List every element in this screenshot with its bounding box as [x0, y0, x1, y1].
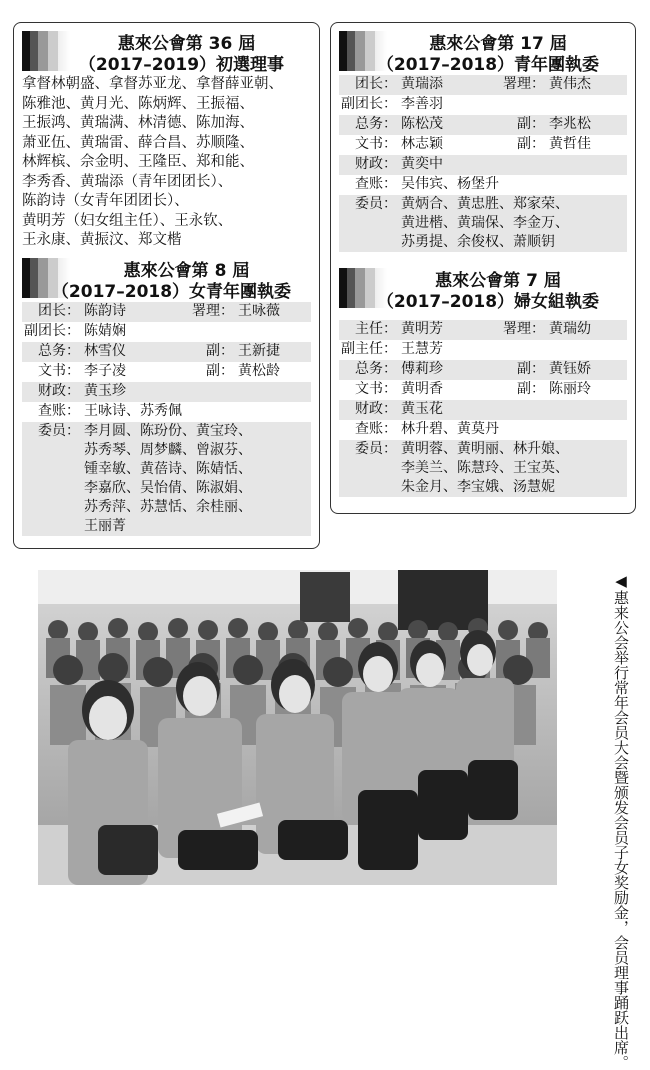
role-row [339, 175, 627, 195]
role-label: 副： [206, 343, 234, 359]
role-label: 财政： [38, 383, 80, 399]
role-value: 黄瑞添 [401, 76, 443, 92]
role-label: 副： [517, 136, 545, 152]
board-members-box [13, 22, 320, 258]
womens-committee-box [330, 260, 636, 514]
role-row [339, 75, 627, 95]
role-value: 黄玉珍 [84, 383, 126, 399]
role-label: 署理： [192, 303, 234, 319]
role-row [339, 195, 627, 252]
role-value: 林雪仪 [84, 343, 126, 359]
role-label: 副： [517, 116, 545, 132]
role-label: 署理： [503, 76, 545, 92]
role-label: 副主任： [341, 341, 397, 357]
box-title: 惠來公會第 17 屆 [429, 34, 567, 54]
womens-youth-committee-box [13, 250, 320, 549]
box-header [14, 250, 319, 300]
role-row [22, 342, 311, 362]
role-value: 李兆松 [549, 116, 591, 132]
role-label: 副团长： [341, 96, 397, 112]
role-value: 傅莉珍 [401, 361, 443, 377]
role-value: 王新捷 [238, 343, 280, 359]
role-label: 团长： [355, 76, 397, 92]
role-row [339, 135, 627, 155]
member-line: 黄进楷、黄瑞保、李金万、 [401, 215, 569, 231]
role-label: 委员： [355, 196, 397, 212]
member-line: 李月圆、陈玢份、黄宝玲、 [84, 423, 252, 439]
role-row [339, 95, 627, 115]
role-row [22, 362, 311, 382]
role-value: 陈松茂 [401, 116, 443, 132]
role-label: 文书： [355, 136, 397, 152]
role-label: 委员： [355, 441, 397, 457]
role-value: 林志颖 [401, 136, 443, 152]
member-list [397, 195, 569, 252]
role-label: 团长： [38, 303, 80, 319]
role-row [22, 322, 311, 342]
role-label: 财政： [355, 401, 397, 417]
role-row [22, 422, 311, 536]
role-value: 黄瑞幼 [549, 321, 591, 337]
member-list [80, 422, 252, 536]
role-value: 吴伟宾、杨堡升 [401, 176, 499, 192]
role-label: 总务： [355, 116, 397, 132]
member-line: 苏勇提、余俊权、萧顺钥 [401, 234, 555, 250]
meeting-photo-illustration [38, 570, 557, 885]
role-value: 李子凌 [84, 363, 126, 379]
box-subtitle: （2017–2018）婦女組執委 [376, 292, 600, 312]
role-row [339, 320, 627, 340]
role-value: 陈韵诗 [84, 303, 126, 319]
role-label: 副团长： [24, 323, 80, 339]
member-line: 黄炳合、黄忠胜、郑家荣、 [401, 196, 569, 212]
role-label: 副： [517, 381, 545, 397]
photo-caption: ◀惠来公会举行常年会员大会暨颁发会员子女奖励金，会员理事踊跃出席。 [612, 572, 630, 1070]
member-line: 锺幸敏、黄蓓诗、陈婧恬、 [84, 461, 252, 477]
role-value: 黄玉花 [401, 401, 443, 417]
box-header [331, 260, 635, 310]
box-header [331, 23, 635, 73]
member-line: 苏秀萍、苏慧恬、余桂丽、 [84, 499, 252, 515]
role-row [22, 382, 311, 402]
role-label: 副： [206, 363, 234, 379]
role-label: 副： [517, 361, 545, 377]
member-line: 王丽菁 [84, 518, 126, 534]
role-value: 黄伟杰 [549, 76, 591, 92]
youth-committee-box [330, 22, 636, 268]
role-label: 总务： [355, 361, 397, 377]
role-row [339, 340, 627, 360]
role-value: 黄哲佳 [549, 136, 591, 152]
role-label: 文书： [355, 381, 397, 397]
member-list [397, 440, 569, 497]
role-label: 总务： [38, 343, 80, 359]
role-value: 李善羽 [401, 96, 443, 112]
member-list [14, 73, 319, 251]
box-title: 惠來公會第 8 屆 [123, 261, 250, 281]
role-row [339, 380, 627, 400]
role-label: 主任： [355, 321, 397, 337]
role-value: 黄钰娇 [549, 361, 591, 377]
member-line: 林辉槟、佘金明、王隆臣、郑和能、 [22, 154, 254, 170]
role-value: 林升碧、黄莫丹 [401, 421, 499, 437]
member-line: 陈雅池、黄月光、陈炳辉、王振福、 [22, 95, 254, 112]
member-line: 拿督林朝盛、拿督苏亚龙、拿督薛亚朝、 [22, 76, 283, 92]
role-label: 查账： [355, 176, 397, 192]
role-value: 王咏薇 [238, 303, 280, 319]
role-row [339, 440, 627, 497]
role-value: 陈婧娴 [84, 323, 126, 339]
member-line: 黄明芳（妇女组主任）、王永钦、 [22, 212, 233, 229]
committee-table [331, 310, 635, 497]
box-subtitle: （2017–2018）青年團執委 [376, 55, 600, 75]
member-line: 李美兰、陈慧玲、王宝英、 [401, 460, 569, 476]
role-value: 黄明芳 [401, 321, 443, 337]
role-label: 财政： [355, 156, 397, 172]
box-title: 惠來公會第 7 屆 [435, 271, 561, 291]
role-row [339, 400, 627, 420]
role-value: 黄明香 [401, 381, 443, 397]
role-label: 委员： [38, 423, 80, 439]
member-line: 王永康、黄振汶、郑文楷 [22, 232, 182, 248]
role-row [339, 420, 627, 440]
box-header [14, 23, 319, 73]
role-label: 查账： [38, 403, 80, 419]
role-value: 王慧芳 [401, 341, 443, 357]
member-line: 李嘉欣、吴怡倩、陈淑娟、 [84, 480, 252, 496]
member-line: 李秀香、黄瑞添（青年团团长）、 [22, 173, 233, 190]
member-line: 苏秀琴、周梦麟、曾淑芬、 [84, 442, 252, 458]
role-label: 查账： [355, 421, 397, 437]
box-subtitle: （2017–2018）女青年團執委 [51, 282, 292, 302]
role-row [339, 155, 627, 175]
member-line: 黄明蓉、黄明丽、林升娘、 [401, 441, 569, 457]
role-label: 文书： [38, 363, 80, 379]
role-value: 黄奕中 [401, 156, 443, 172]
role-row [339, 115, 627, 135]
committee-table [331, 73, 635, 252]
member-line: 萧亚伍、黄瑞雷、薛合昌、苏顺隆、 [22, 134, 254, 151]
role-value: 陈丽玲 [549, 381, 591, 397]
committee-table [14, 300, 319, 536]
member-line: 朱金月、李宝娥、汤慧妮 [401, 479, 555, 495]
role-row [22, 302, 311, 322]
role-row [22, 402, 311, 422]
member-line: 陈韵诗（女青年团团长）、 [22, 193, 189, 209]
role-value: 黄松龄 [238, 363, 280, 379]
box-subtitle: （2017–2019）初選理事 [78, 55, 285, 75]
role-label: 署理： [503, 321, 545, 337]
box-title: 惠來公會第 36 屆 [117, 34, 256, 54]
meeting-photo [38, 570, 557, 885]
member-line: 王振鸿、黄瑞满、林清德、陈加海、 [22, 115, 254, 131]
role-row [339, 360, 627, 380]
role-value: 王咏诗、苏秀佩 [84, 403, 182, 419]
